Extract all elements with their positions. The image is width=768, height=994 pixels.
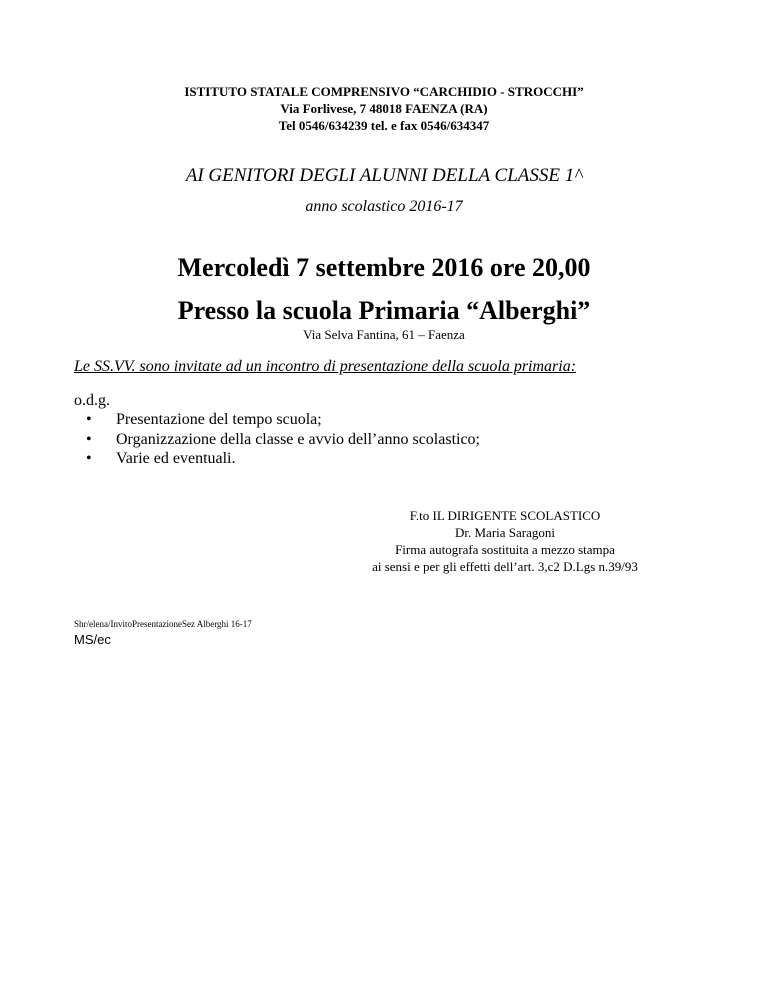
event-date: Mercoledì 7 settembre 2016 ore 20,00	[177, 253, 591, 282]
school-name: ISTITUTO STATALE COMPRENSIVO “CARCHIDIO - STROCCHI”	[184, 84, 584, 99]
signature-note: Firma autografa sostituita a mezzo stampa	[395, 542, 615, 557]
agenda-item-text: Presentazione del tempo scuola;	[116, 411, 322, 428]
signature-legal-note: ai sensi e per gli effetti dell’art. 3,c2 D.Lgs n.39/93	[372, 559, 638, 574]
recipients-line: AI GENITORI DEGLI ALUNNI DELLA CLASSE 1^	[185, 165, 583, 186]
bullet-icon: •	[86, 450, 92, 467]
signature-block	[335, 507, 675, 575]
agenda-label: o.d.g.	[74, 392, 110, 409]
bullet-icon: •	[86, 411, 92, 428]
school-phone: Tel 0546/634239 tel. e fax 0546/634347	[278, 118, 490, 133]
author-initials: MS/ec	[74, 632, 111, 647]
agenda-item-text: Varie ed eventuali.	[116, 450, 236, 467]
event-place: Presso la scuola Primaria “Alberghi”	[177, 296, 591, 325]
event-address: Via Selva Fantina, 61 – Faenza	[303, 327, 465, 342]
list-item	[74, 430, 480, 450]
signature-role: F.to IL DIRIGENTE SCOLASTICO	[409, 508, 601, 523]
signature-name: Dr. Maria Saragoni	[454, 525, 555, 540]
agenda-list	[74, 410, 480, 469]
bullet-icon: •	[86, 430, 92, 448]
school-year: anno scolastico 2016-17	[305, 198, 463, 215]
list-item	[74, 410, 480, 430]
file-reference: Shr/elena/InvitoPresentazioneSez Alberghi 16-17	[74, 619, 252, 629]
school-address: Via Forlivese, 7 48018 FAENZA (RA)	[280, 101, 488, 116]
invitation-text: Le SS.VV. sono invitate ad un incontro di presentazione della scuola primaria:	[74, 358, 577, 375]
list-item	[74, 449, 480, 469]
agenda-item-text: Organizzazione della classe e avvio dell’anno scolastico;	[116, 430, 480, 448]
school-header	[0, 83, 768, 134]
